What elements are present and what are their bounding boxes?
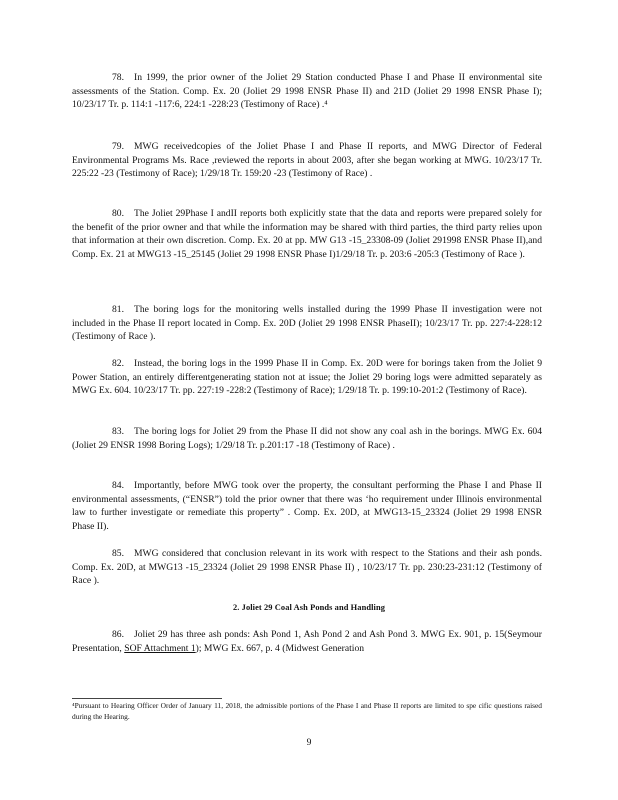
paragraph-83 bbox=[72, 425, 542, 452]
paragraph-number: 83. bbox=[112, 426, 124, 437]
paragraph-80 bbox=[72, 207, 542, 261]
paragraph-85 bbox=[72, 547, 542, 588]
paragraph-84 bbox=[72, 479, 542, 533]
paragraph-79 bbox=[72, 140, 542, 181]
footnote: ⁴Pursuant to Hearing Officer Order of January 11, 2018, the admissible portions of the Phase I and Phase II reports are limited to spe cific questions raised during the Hearing. bbox=[72, 701, 542, 721]
paragraph-78 bbox=[72, 71, 542, 112]
paragraph-86 bbox=[72, 628, 542, 655]
paragraph-number: 81. bbox=[112, 304, 124, 315]
paragraph-number: 80. bbox=[112, 208, 124, 219]
paragraph-82 bbox=[72, 357, 542, 398]
paragraph-text: In 1999, the prior owner of the Joliet 29 Station conducted Phase I and Phase II environmental site assessments of the Station. Comp. Ex. 20 (Joliet 29 1998 ENSR Phase II) and 21D (Joliet 29 1998 ENSR Phase I); 10/23/17 Tr. p. 114:1 -117:6, 224:1 -228:23 (Testimony of Race) .⁴ bbox=[72, 72, 542, 111]
paragraph-text: MWG receivedcopies of the Joliet Phase I and Phase II reports, and MWG Director of Federal Environmental Programs Ms. Race ,reviewed the reports in about 2003, after she began working at MWG. 10/23/17 Tr. 225:22 -23 (Testimony of Race); 1/29/18 Tr. 159:20 -23 (Testimony of Race) . bbox=[72, 141, 542, 180]
page-number: 9 bbox=[306, 737, 312, 748]
paragraph-number: 79. bbox=[112, 141, 124, 152]
paragraph-number: 82. bbox=[112, 358, 124, 369]
paragraph-number: 78. bbox=[112, 72, 124, 83]
paragraph-text: Importantly, before MWG took over the property, the consultant performing the Phase I and Phase II environmental assessments, (“ENSR”) told the prior owner that there was ‘ho requirement under Illinois environmental law to further investigate or remediate this property” . Comp. Ex. 20D, at MWG13-15_23324 (Joliet 29 1998 ENSR Phase II). bbox=[72, 480, 542, 532]
paragraph-text: The Joliet 29Phase I andII reports both explicitly state that the data and reports were prepared solely for the benefit of the prior owner and that while the information may be shared with third parties, the third party relies upon that information at their own discretion. Comp. Ex. 20 at pp. MW G13 -15_23308-09 (Joliet 291998 ENSR Phase II),and Comp. Ex. 21 at MWG13 -15_25145 (Joliet 29 1998 ENSR Phase I)1/29/18 Tr. p. 203:6 -205:3 (Testimony of Race ). bbox=[72, 208, 542, 260]
paragraph-text: Instead, the boring logs in the 1999 Phase II in Comp. Ex. 20D were for borings taken from the Joliet 9 Power Station, an entirely differentgenerating station not at issue; the Joliet 29 boring logs were admitted separately as MWG Ex. 604. 10/23/17 Tr. pp. 227:19 -228:2 (Testimony of Race); 1/29/18 Tr. p. 199:10-201:2 (Testimony of Race). bbox=[72, 358, 542, 397]
paragraph-text: The boring logs for Joliet 29 from the Phase II did not show any coal ash in the borings. MWG Ex. 604 (Joliet 29 ENSR 1998 Boring Logs); 1/29/18 Tr. p.201:17 -18 (Testimony of Race) . bbox=[72, 426, 542, 451]
section-heading: 2. Joliet 29 Coal Ash Ponds and Handling bbox=[233, 603, 385, 612]
footnote-divider bbox=[72, 698, 222, 699]
paragraph-number: 84. bbox=[112, 480, 124, 491]
paragraph-text: Joliet 29 has three ash ponds: Ash Pond 1, Ash Pond 2 and Ash Pond 3. MWG Ex. 901, p. 15(Seymour Presentation, bbox=[72, 629, 542, 654]
paragraph-81 bbox=[72, 303, 542, 344]
paragraph-text-continued: ); MWG Ex. 667, p. 4 (Midwest Generation bbox=[195, 642, 365, 654]
sof-attachment-reference: SOF Attachment 1 bbox=[124, 642, 196, 654]
paragraph-text: The boring logs for the monitoring wells installed during the 1999 Phase II investigation were not included in the Phase II report located in Comp. Ex. 20D (Joliet 29 1998 ENSR PhaseII); 10/23/17 Tr. pp. 227:4-228:12 (Testimony of Race ). bbox=[72, 304, 542, 343]
paragraph-number: 86. bbox=[112, 629, 124, 640]
paragraph-text: MWG considered that conclusion relevant in its work with respect to the Stations and their ash ponds. Comp. Ex. 20D, at MWG13 -15_23324 (Joliet 29 1998 ENSR Phase II) , 10/23/17 Tr. pp. 230:23-231:12 (Testimony of Race ). bbox=[72, 548, 542, 587]
paragraph-number: 85. bbox=[112, 548, 124, 559]
